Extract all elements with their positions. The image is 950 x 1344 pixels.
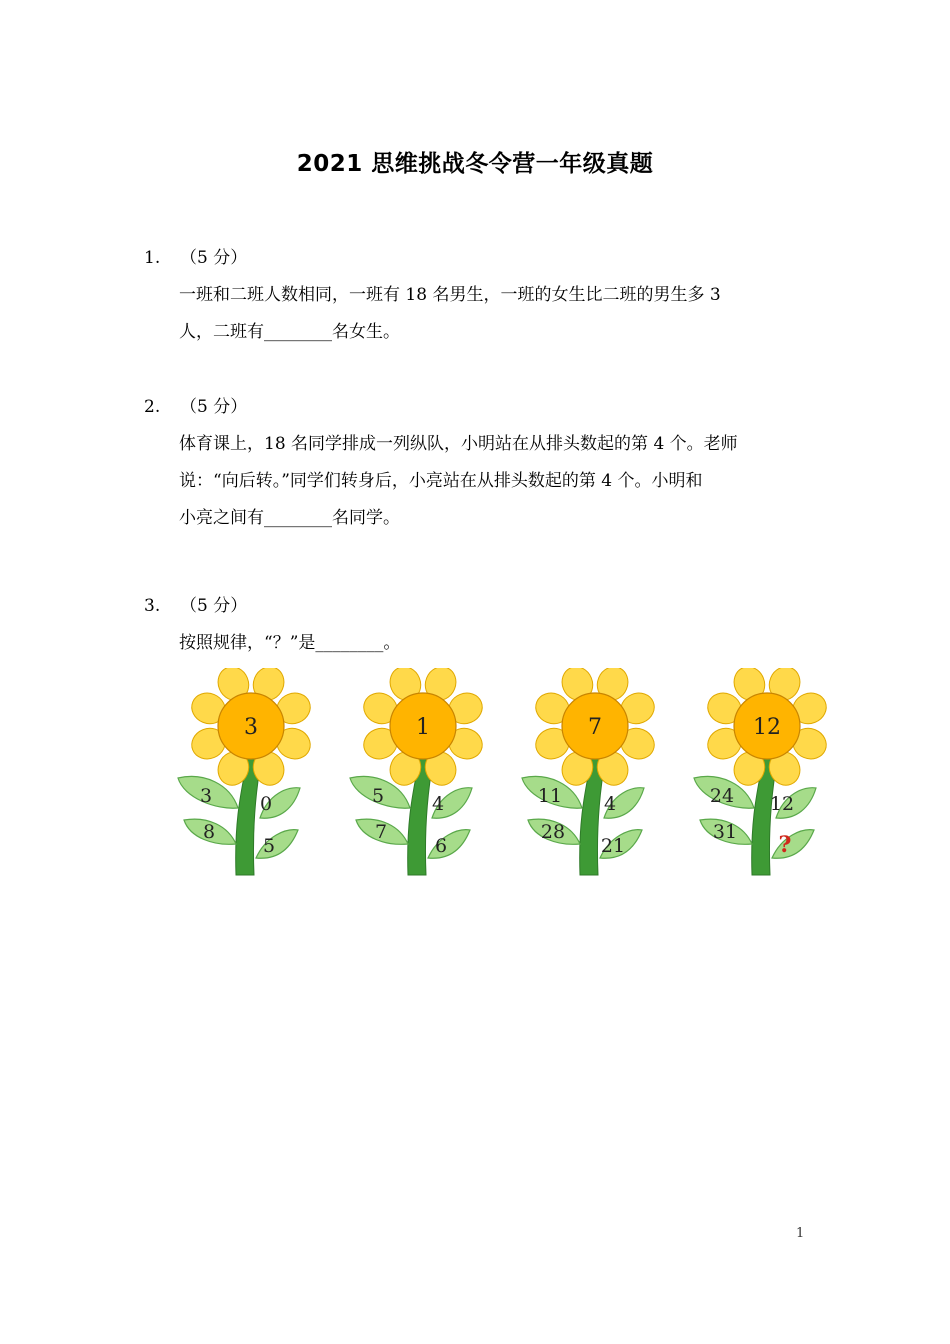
question-line: 人，二班有________名女生。 bbox=[179, 322, 400, 342]
question-number: 1. bbox=[144, 248, 161, 268]
flower-pattern-figure bbox=[176, 668, 836, 883]
leaf-number: 6 bbox=[434, 835, 448, 857]
question-line: 一班和二班人数相同，一班有 18 名男生，一班的女生比二班的男生多 3 bbox=[179, 285, 721, 305]
leaf-number: 5 bbox=[371, 785, 385, 807]
center-number: 7 bbox=[588, 715, 602, 740]
question-number: 2. bbox=[144, 397, 161, 417]
question-line: 小亮之间有________名同学。 bbox=[179, 508, 400, 528]
leaf-number: 4 bbox=[603, 793, 617, 815]
flower-pattern-svg bbox=[176, 668, 836, 883]
center-number: 3 bbox=[244, 715, 258, 740]
leaf-number: 3 bbox=[199, 785, 213, 807]
question-3 bbox=[144, 588, 824, 662]
question-text bbox=[144, 426, 824, 537]
question-text bbox=[144, 277, 824, 351]
question-score: （5 分） bbox=[180, 397, 248, 417]
leaf-number: 28 bbox=[540, 821, 566, 843]
leaf-number: 7 bbox=[374, 821, 388, 843]
leaf-number: 11 bbox=[537, 785, 563, 807]
question-line: 体育课上，18 名同学排成一列纵队，小明站在从排头数起的第 4 个。老师 bbox=[179, 434, 738, 454]
center-number: 12 bbox=[753, 715, 781, 740]
leaf-number: 21 bbox=[600, 835, 626, 857]
leaf-number: 24 bbox=[709, 785, 735, 807]
question-score: （5 分） bbox=[180, 596, 248, 616]
question-line: 按照规律，“？”是________。 bbox=[179, 633, 401, 653]
question-score: （5 分） bbox=[180, 248, 248, 268]
question-2 bbox=[144, 389, 824, 537]
flower bbox=[178, 668, 315, 875]
flower bbox=[694, 668, 831, 875]
center-number: 1 bbox=[416, 715, 430, 740]
page-number: 1 bbox=[796, 1226, 805, 1241]
page-title: 2021 思维挑战冬令营一年级真题 bbox=[296, 151, 654, 177]
question-line: 说：“向后转。”同学们转身后，小亮站在从排头数起的第 4 个。小明和 bbox=[179, 471, 703, 491]
leaf-number: 31 bbox=[712, 821, 738, 843]
question-text bbox=[144, 625, 824, 662]
leaf-number: 4 bbox=[431, 793, 445, 815]
leaf-number: 0 bbox=[259, 793, 273, 815]
leaf-number: 5 bbox=[262, 835, 276, 857]
leaf-number: 8 bbox=[202, 821, 216, 843]
leaf-number: 12 bbox=[769, 793, 795, 815]
flower bbox=[350, 668, 487, 875]
question-number: 3. bbox=[144, 596, 161, 616]
question-1 bbox=[144, 240, 824, 351]
question-mark: ? bbox=[778, 832, 792, 858]
flower bbox=[522, 668, 659, 875]
